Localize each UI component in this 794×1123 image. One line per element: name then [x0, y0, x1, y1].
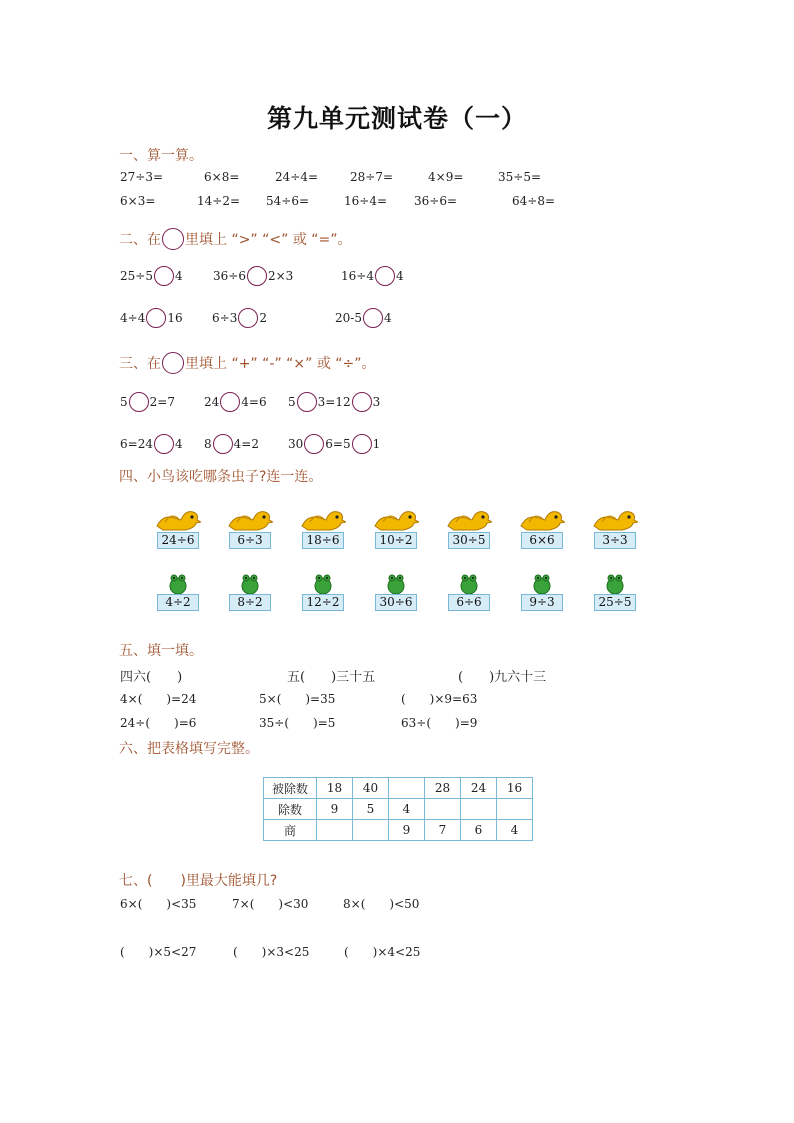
compare-left: 36÷6 — [213, 269, 246, 283]
calc-item: 14÷2= — [197, 194, 241, 208]
compare-left: 6÷3 — [212, 311, 238, 325]
section-5-heading: 五、填一填。 — [119, 643, 203, 659]
page-title: 第九单元测试卷（一） — [266, 104, 527, 133]
calc-item: 54÷6= — [266, 194, 310, 208]
table-cell: 28 — [425, 778, 461, 799]
answer-circle[interactable] — [154, 434, 174, 454]
table-cell[interactable] — [353, 820, 389, 841]
bug-label[interactable]: 30÷6 — [375, 594, 417, 611]
fill-item: 35÷( )=5 — [259, 716, 336, 730]
section-7-heading — [119, 870, 277, 890]
table-row — [264, 778, 533, 799]
expr-part: 5 — [120, 395, 128, 409]
bird-label[interactable]: 6×6 — [521, 532, 563, 549]
table-cell: 18 — [317, 778, 353, 799]
calc-item: 36÷6= — [414, 194, 458, 208]
compare-item — [213, 266, 293, 286]
circle-icon — [162, 352, 184, 374]
expr-part: 6=5 — [325, 437, 351, 451]
expr-part: 4 — [174, 437, 183, 451]
calc-item: 24÷4= — [275, 170, 319, 184]
table-cell[interactable] — [461, 799, 497, 820]
compare-item — [120, 266, 183, 286]
division-table — [263, 777, 533, 841]
answer-circle[interactable] — [238, 308, 258, 328]
answer-circle[interactable] — [154, 266, 174, 286]
answer-circle[interactable] — [363, 308, 383, 328]
compare-left: 16÷4 — [341, 269, 374, 283]
answer-circle[interactable] — [129, 392, 149, 412]
table-cell: 24 — [461, 778, 497, 799]
table-cell[interactable] — [317, 820, 353, 841]
fill-item: 63÷( )=9 — [401, 716, 478, 730]
compare-item — [335, 308, 392, 328]
bug-label[interactable]: 12÷2 — [302, 594, 344, 611]
section-6-heading: 六、把表格填写完整。 — [119, 741, 259, 757]
answer-circle[interactable] — [220, 392, 240, 412]
table-cell: 5 — [353, 799, 389, 820]
fill-item: 4×( )=24 — [120, 692, 197, 706]
table-cell: 40 — [353, 778, 389, 799]
bird-label[interactable]: 30÷5 — [448, 532, 490, 549]
row-header: 商 — [264, 820, 317, 841]
operator-item — [120, 392, 175, 412]
fill-item: ( )九六十三 — [458, 670, 547, 685]
operator-item — [204, 392, 267, 412]
expr-part: 24 — [204, 395, 220, 409]
answer-circle[interactable] — [213, 434, 233, 454]
answer-circle[interactable] — [352, 434, 372, 454]
section-7-heading-b: ( ) — [147, 873, 186, 889]
section-4-heading: 四、小鸟该吃哪条虫子?连一连。 — [119, 469, 323, 485]
answer-circle[interactable] — [304, 434, 324, 454]
operator-item — [120, 434, 183, 454]
expr-part: 2=7 — [149, 395, 175, 409]
table-row — [264, 799, 533, 820]
row-header: 被除数 — [264, 778, 317, 799]
expr-part: 3 — [372, 395, 381, 409]
table-cell: 16 — [497, 778, 533, 799]
table-cell: 6 — [461, 820, 497, 841]
table-row — [264, 820, 533, 841]
table-cell: 4 — [389, 799, 425, 820]
section-2-heading — [119, 228, 352, 250]
bird-label[interactable]: 10÷2 — [375, 532, 417, 549]
expr-part: 4=2 — [233, 437, 259, 451]
compare-right: 4 — [174, 269, 183, 283]
compare-right: 4 — [383, 311, 392, 325]
max-fill-item: ( )×5<27 — [120, 945, 197, 959]
compare-right: 16 — [167, 311, 183, 325]
operator-item — [288, 434, 380, 454]
section-3-heading-b: 里填上 “+” “-” “×” 或 “÷”。 — [185, 356, 376, 372]
table-cell: 9 — [389, 820, 425, 841]
calc-item: 35÷5= — [498, 170, 542, 184]
max-fill-item: ( )×4<25 — [344, 945, 421, 959]
calc-item: 16÷4= — [344, 194, 388, 208]
compare-right: 2 — [259, 311, 267, 325]
expr-part: 8 — [204, 437, 212, 451]
section-7-heading-c: 里最大能填几? — [185, 873, 278, 889]
compare-left: 20-5 — [335, 311, 362, 325]
answer-circle[interactable] — [297, 392, 317, 412]
table-cell: 9 — [317, 799, 353, 820]
compare-right: 2×3 — [267, 269, 294, 283]
bug-label[interactable]: 8÷2 — [229, 594, 271, 611]
table-cell[interactable] — [425, 799, 461, 820]
compare-left: 4÷4 — [120, 311, 146, 325]
expr-part: 5 — [288, 395, 296, 409]
compare-left: 25÷5 — [120, 269, 153, 283]
section-1-heading: 一、算一算。 — [119, 148, 203, 164]
operator-item — [288, 392, 380, 412]
max-fill-item: 6×( )<35 — [120, 897, 197, 911]
section-2-heading-a: 二、在 — [119, 232, 161, 248]
compare-item — [341, 266, 404, 286]
row-header: 除数 — [264, 799, 317, 820]
compare-right: 4 — [395, 269, 404, 283]
expr-part: 6=24 — [120, 437, 153, 451]
bird-label[interactable]: 18÷6 — [302, 532, 344, 549]
calc-item: 28÷7= — [350, 170, 394, 184]
expr-part: 3=12 — [317, 395, 351, 409]
calc-item: 27÷3= — [120, 170, 164, 184]
calc-item: 6×3= — [120, 194, 156, 208]
expr-part: 30 — [288, 437, 304, 451]
bug-label[interactable]: 4÷2 — [157, 594, 199, 611]
section-3-heading-a: 三、在 — [119, 356, 161, 372]
section-7-heading-a: 七、 — [119, 873, 147, 889]
max-fill-item: ( )×3<25 — [233, 945, 310, 959]
calc-item: 64÷8= — [512, 194, 556, 208]
section-3-heading — [119, 352, 376, 374]
bird-label[interactable]: 3÷3 — [594, 532, 636, 549]
max-fill-item: 7×( )<30 — [232, 897, 309, 911]
bug-label[interactable]: 6÷6 — [448, 594, 490, 611]
fill-item: 5×( )=35 — [259, 692, 336, 706]
answer-circle[interactable] — [146, 308, 166, 328]
fill-item: 24÷( )=6 — [120, 716, 197, 730]
compare-item — [212, 308, 267, 328]
answer-circle[interactable] — [352, 392, 372, 412]
calc-item: 6×8= — [204, 170, 240, 184]
fill-item: 五( )三十五 — [287, 670, 376, 685]
fill-item: ( )×9=63 — [401, 692, 478, 706]
compare-item — [120, 308, 183, 328]
fill-item: 四六( ) — [120, 670, 183, 685]
table-cell: 7 — [425, 820, 461, 841]
circle-icon — [162, 228, 184, 250]
calc-item: 4×9= — [428, 170, 464, 184]
expr-part: 4=6 — [241, 395, 267, 409]
table-cell[interactable] — [389, 778, 425, 799]
operator-item — [204, 434, 259, 454]
table-cell[interactable] — [497, 799, 533, 820]
section-2-heading-b: 里填上 “>” “<” 或 “=”。 — [185, 232, 352, 248]
bird-label[interactable]: 6÷3 — [229, 532, 271, 549]
table-cell: 4 — [497, 820, 533, 841]
max-fill-item: 8×( )<50 — [343, 897, 420, 911]
bird-label[interactable]: 24÷6 — [157, 532, 199, 549]
bug-label[interactable]: 25÷5 — [594, 594, 636, 611]
expr-part: 1 — [372, 437, 381, 451]
answer-circle[interactable] — [375, 266, 395, 286]
bug-label[interactable]: 9÷3 — [521, 594, 563, 611]
answer-circle[interactable] — [247, 266, 267, 286]
